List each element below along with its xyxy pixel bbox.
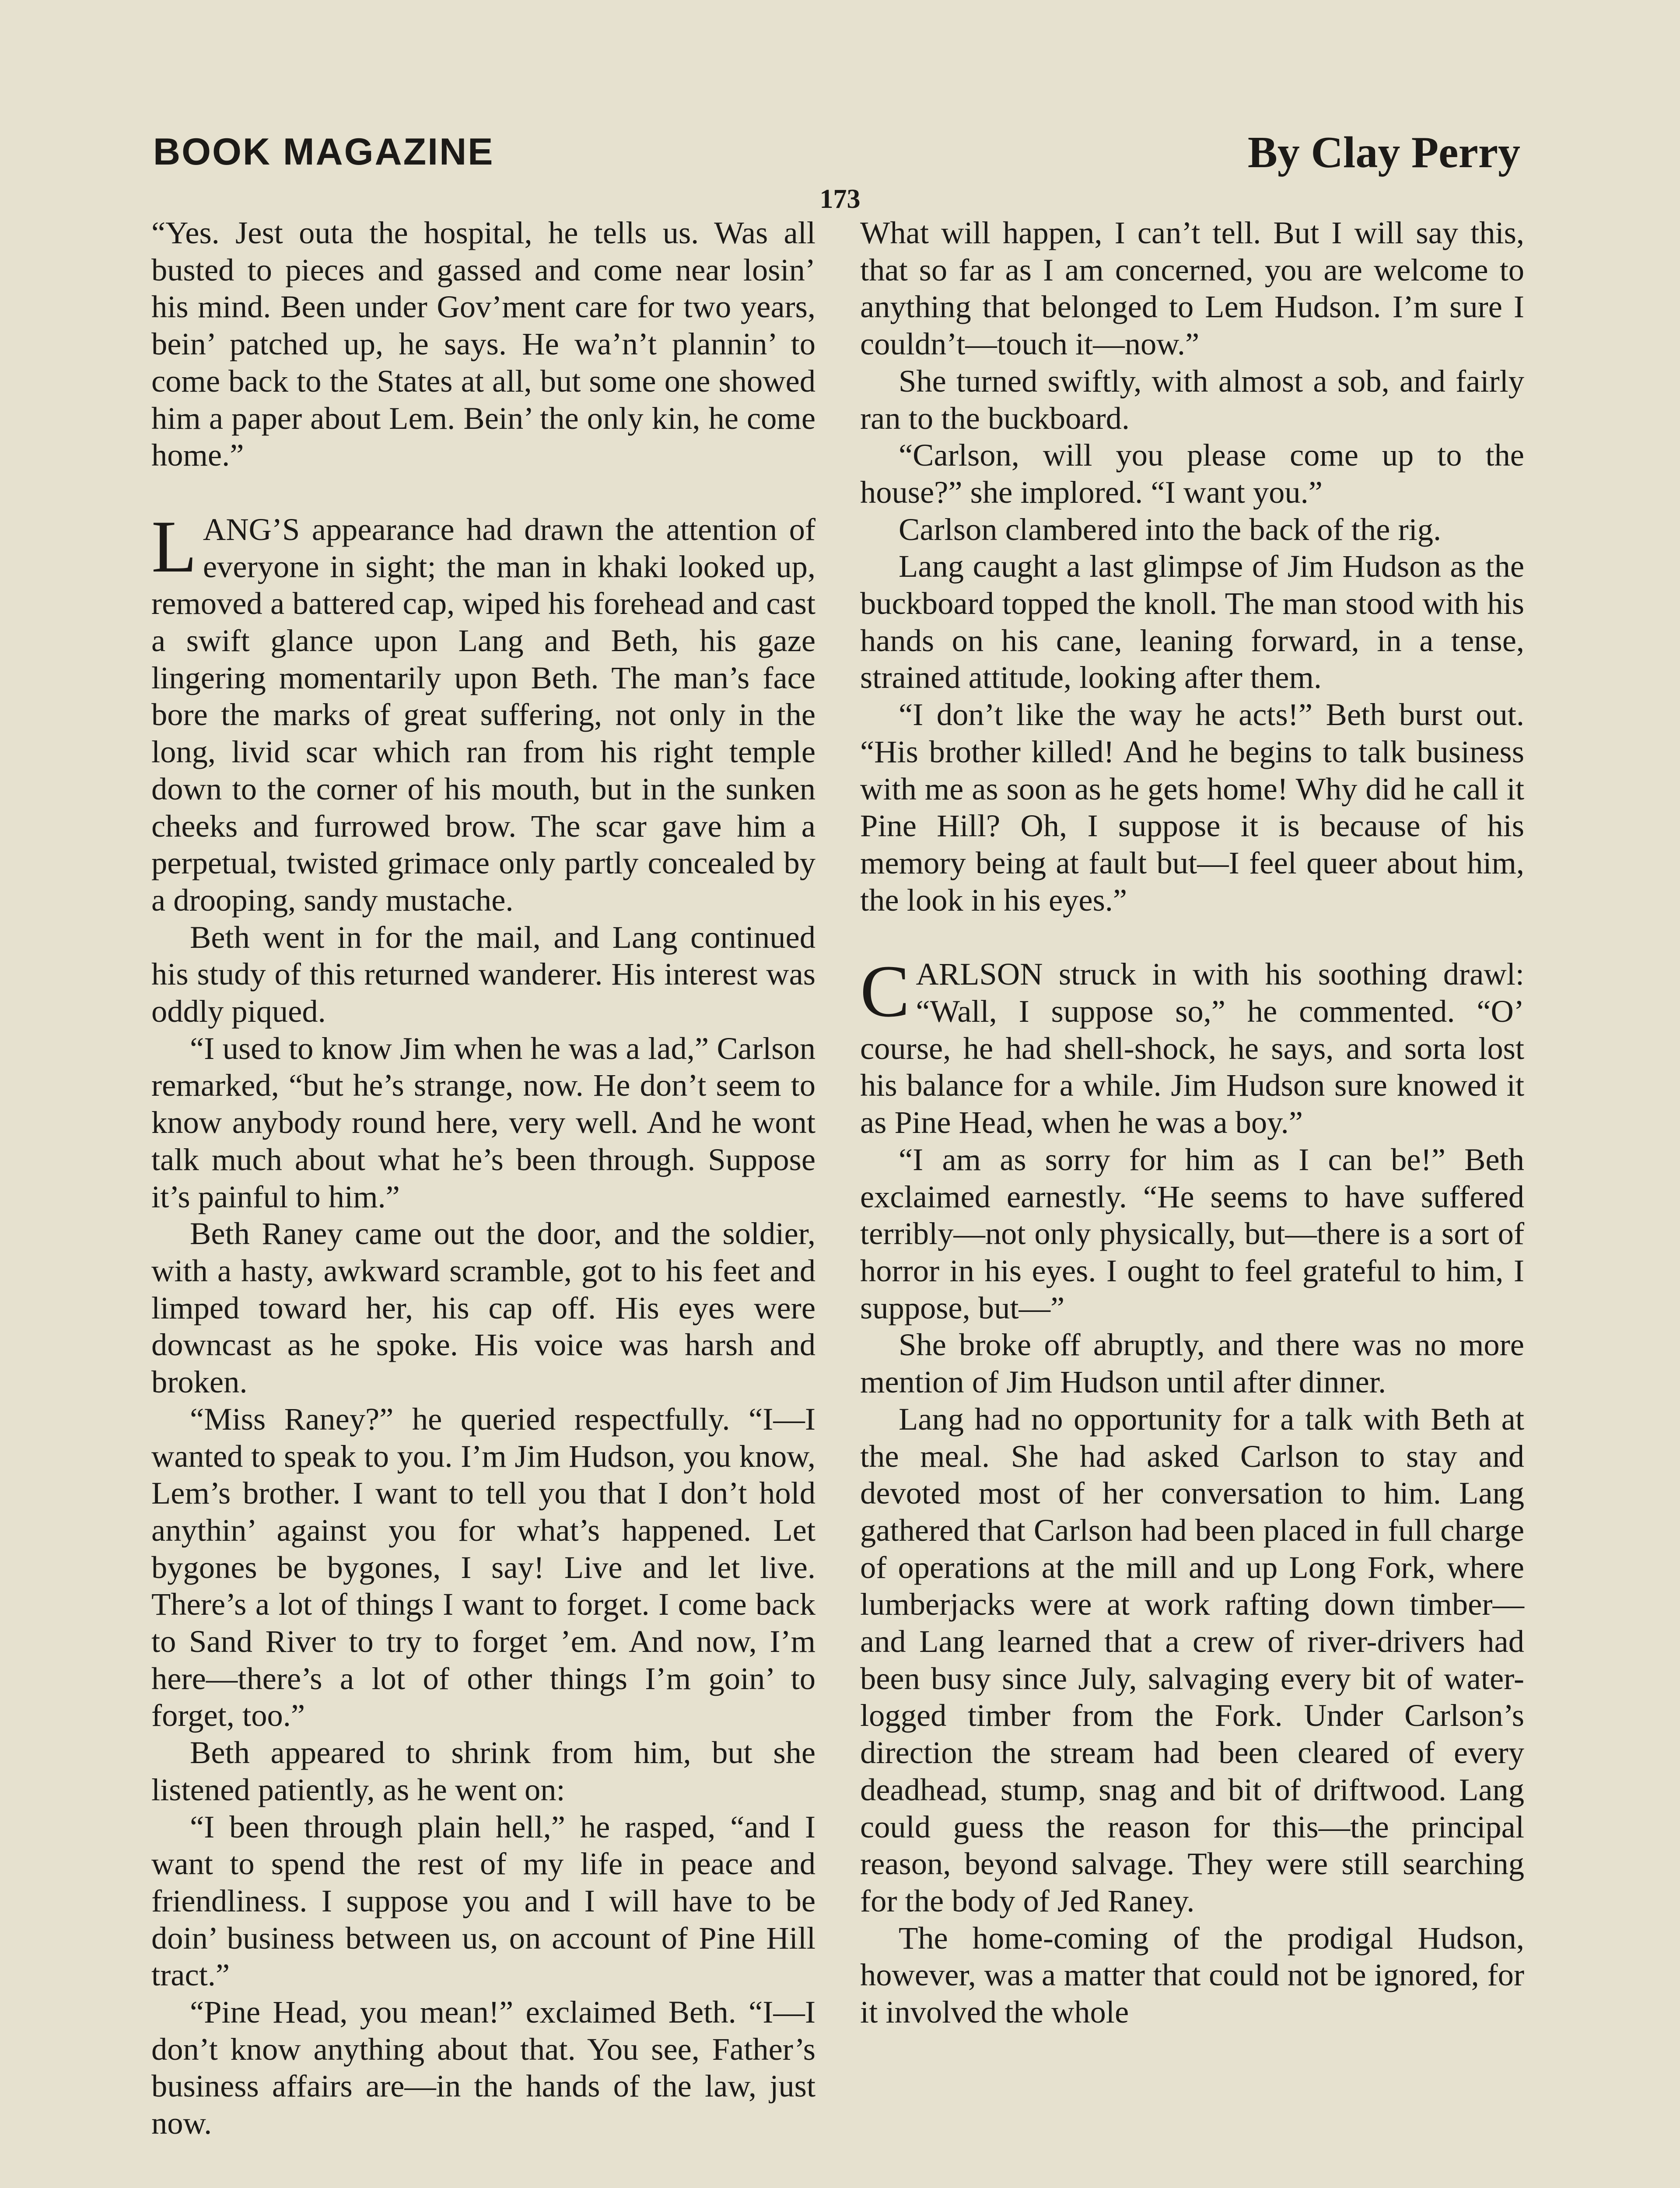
- paragraph: She turned swiftly, with almost a sob, and fairly ran to the buckboard.: [860, 363, 1524, 436]
- paragraph: Beth went in for the mail, and Lang continued his study of this returned wanderer. His interest was oddly piqued.: [151, 919, 816, 1029]
- paragraph: What will happen, I can’t tell. But I will say this, that so far as I am concerned, you are welcome to anything that belonged to Lem Hudson. I’m sure I couldn’t—touch it—now.”: [860, 215, 1524, 362]
- section-paragraph: [860, 950, 1524, 1141]
- paragraph: “I don’t like the way he acts!” Beth burst out. “His brother killed! And he begins to talk business with me as soon as he gets home! Why did he call it Pine Hill? Oh, I suppose it is because of his memory being at fault but—I feel queer about him, the look in his eyes.”: [860, 697, 1524, 918]
- paragraph-text: ANG’S appearance had drawn the attention of everyone in sight; the man in khaki looked up, removed a battered cap, wiped his forehead and cast a swift glance upon Lang and Beth, his gaze lingering momentarily upon Beth. The man’s face bore the marks of great suffering, not only in the long, livid scar which ran from his right temple down to the corner of his mouth, but in the sunken cheeks and furrowed brow. The scar gave him a perpetual, twisted grimace only partly concealed by a drooping, sandy mustache.: [151, 511, 816, 918]
- paragraph: Carlson clambered into the back of the rig.: [899, 511, 1442, 547]
- paragraph: The home-coming of the prodigal Hudson, however, was a matter that could not be ignored, for it involved the whole: [860, 1920, 1524, 2030]
- paragraph: Lang caught a last glimpse of Jim Hudson as the buckboard topped the knoll. The man stood with his hands on his cane, leaning forward, in a tense, strained attitude, looking after them.: [860, 548, 1524, 695]
- section-paragraph: [151, 505, 816, 919]
- paragraph-text: ARLSON struck in with his soothing drawl: “Wall, I suppose so,” he commented. “O’ course, he had shell-shock, he says, and sorta lost his balance for a while. Jim Hudson sure knowed it as Pine Head, when he was a boy.”: [860, 956, 1524, 1140]
- paragraph: “I used to know Jim when he was a lad,” Carlson remarked, “but he’s strange, now. He don’t seem to know anybody round here, very well. And he wont talk much about what he’s been through. Suppose it’s painful to him.”: [151, 1030, 816, 1214]
- right-text-column: [860, 214, 1524, 2031]
- paragraph: “Yes. Jest outa the hospital, he tells us. Was all busted to pieces and gassed and come near losin’ his mind. Been under Gov’ment care for two years, bein’ patched up, he says. He wa’n’t plannin’ to come back to the States at all, but some one showed him a paper about Lem. Bein’ the only kin, he come home.”: [151, 215, 816, 473]
- drop-cap: C: [860, 950, 910, 1033]
- paragraph: “I am as sorry for him as I can be!” Beth exclaimed earnestly. “He seems to have suffered terribly—not only physically, but—there is a sort of horror in his eyes. I ought to feel grateful to him, I suppose, but—”: [860, 1141, 1524, 1325]
- paragraph: Beth Raney came out the door, and the soldier, with a hasty, awkward scramble, got to his feet and limped toward her, his cap off. His eyes were downcast as he spoke. His voice was harsh and broken.: [151, 1216, 816, 1400]
- magazine-title: BOOK MAGAZINE: [153, 131, 494, 173]
- left-text-column: [151, 214, 816, 2142]
- author-byline: By Clay Perry: [1247, 128, 1520, 177]
- paragraph: She broke off abruptly, and there was no more mention of Jim Hudson until after dinner.: [860, 1327, 1524, 1400]
- paragraph: Beth appeared to shrink from him, but she listened patiently, as he went on:: [151, 1735, 816, 1807]
- drop-cap: L: [151, 505, 197, 588]
- paragraph: Lang had no opportunity for a talk with Beth at the meal. She had asked Carlson to stay and devoted most of her conversation to him. Lang gathered that Carlson had been placed in full charge of operations at the mill and up Long Fork, where lumberjacks were at work rafting down timber—and Lang learned that a crew of river-drivers had been busy since July, salvaging every bit of water-logged timber from the Fork. Under Carlson’s direction the stream had been cleared of every deadhead, stump, snag and bit of driftwood. Lang could guess the reason for this—the principal reason, beyond salvage. They were still searching for the body of Jed Raney.: [860, 1401, 1524, 1918]
- paragraph: “Miss Raney?” he queried respectfully. “I—I wanted to speak to you. I’m Jim Hudson, you know, Lem’s brother. I want to tell you that I don’t hold anythin’ against you for what’s happened. Let bygones be bygones, I say! Live and let live. There’s a lot of things I want to forget. I come back to Sand River to try to forget ’em. And now, I’m here—there’s a lot of other things I’m goin’ to forget, too.”: [151, 1401, 816, 1733]
- paragraph: “I been through plain hell,” he rasped, “and I want to spend the rest of my life in peace and friendliness. I suppose you and I will have to be doin’ business between us, on account of Pine Hill tract.”: [151, 1809, 816, 1993]
- page-number: 173: [819, 184, 861, 214]
- paragraph: “Carlson, will you please come up to the house?” she implored. “I want you.”: [860, 437, 1524, 510]
- paragraph: “Pine Head, you mean!” exclaimed Beth. “I—I don’t know anything about that. You see, Father’s business affairs are—in the hands of the law, just now.: [151, 1994, 816, 2141]
